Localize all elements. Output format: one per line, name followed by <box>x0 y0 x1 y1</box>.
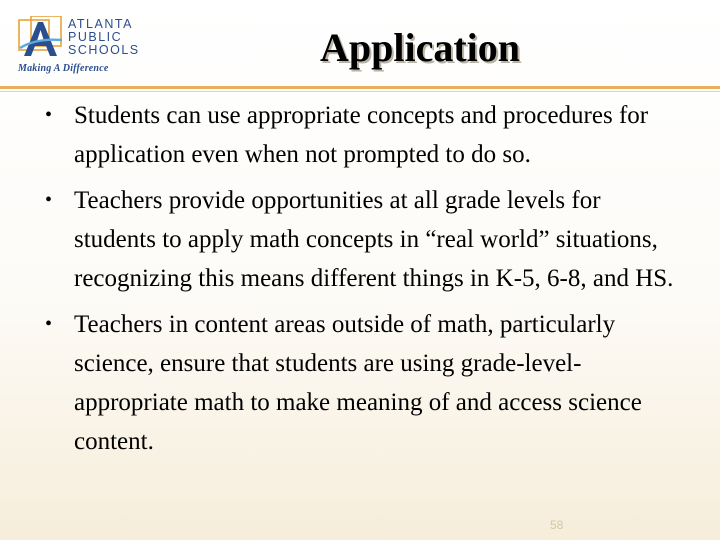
bullet-text: Teachers provide opportunities at all grade levels for students to apply math concepts in “real world” situations, recognizing this means different things in K-5, 6-8, and HS. <box>74 187 674 292</box>
bullet-text: Teachers in content areas outside of math, particularly science, ensure that students are using grade-level-appropriate math to make meaning of and access science content. <box>74 311 642 455</box>
logo-word-atlanta: ATLANTA <box>68 17 133 31</box>
atlanta-public-schools-logo <box>16 16 146 76</box>
slide-header <box>0 0 720 88</box>
bullet-item <box>40 181 680 298</box>
bullet-dot-icon: • <box>45 104 53 126</box>
logo-wordmark <box>68 18 140 57</box>
logo-tagline: Making A Difference <box>18 63 109 74</box>
header-rule <box>0 86 720 89</box>
logo-word-schools: SCHOOLS <box>68 43 140 57</box>
slide-title: Application <box>319 25 521 70</box>
aps-logo-icon <box>16 16 66 60</box>
header-rule-thin <box>0 91 720 92</box>
bullet-item <box>40 96 680 174</box>
slide-number: 58 <box>550 518 564 532</box>
bullet-text: Students can use appropriate concepts and procedures for application even when not prompted to do so. <box>74 102 649 168</box>
logo-word-public: PUBLIC <box>68 30 123 44</box>
bullet-item <box>40 305 680 461</box>
bullet-dot-icon: • <box>45 189 53 211</box>
bullet-dot-icon: • <box>45 313 53 335</box>
bullet-list <box>40 96 680 468</box>
